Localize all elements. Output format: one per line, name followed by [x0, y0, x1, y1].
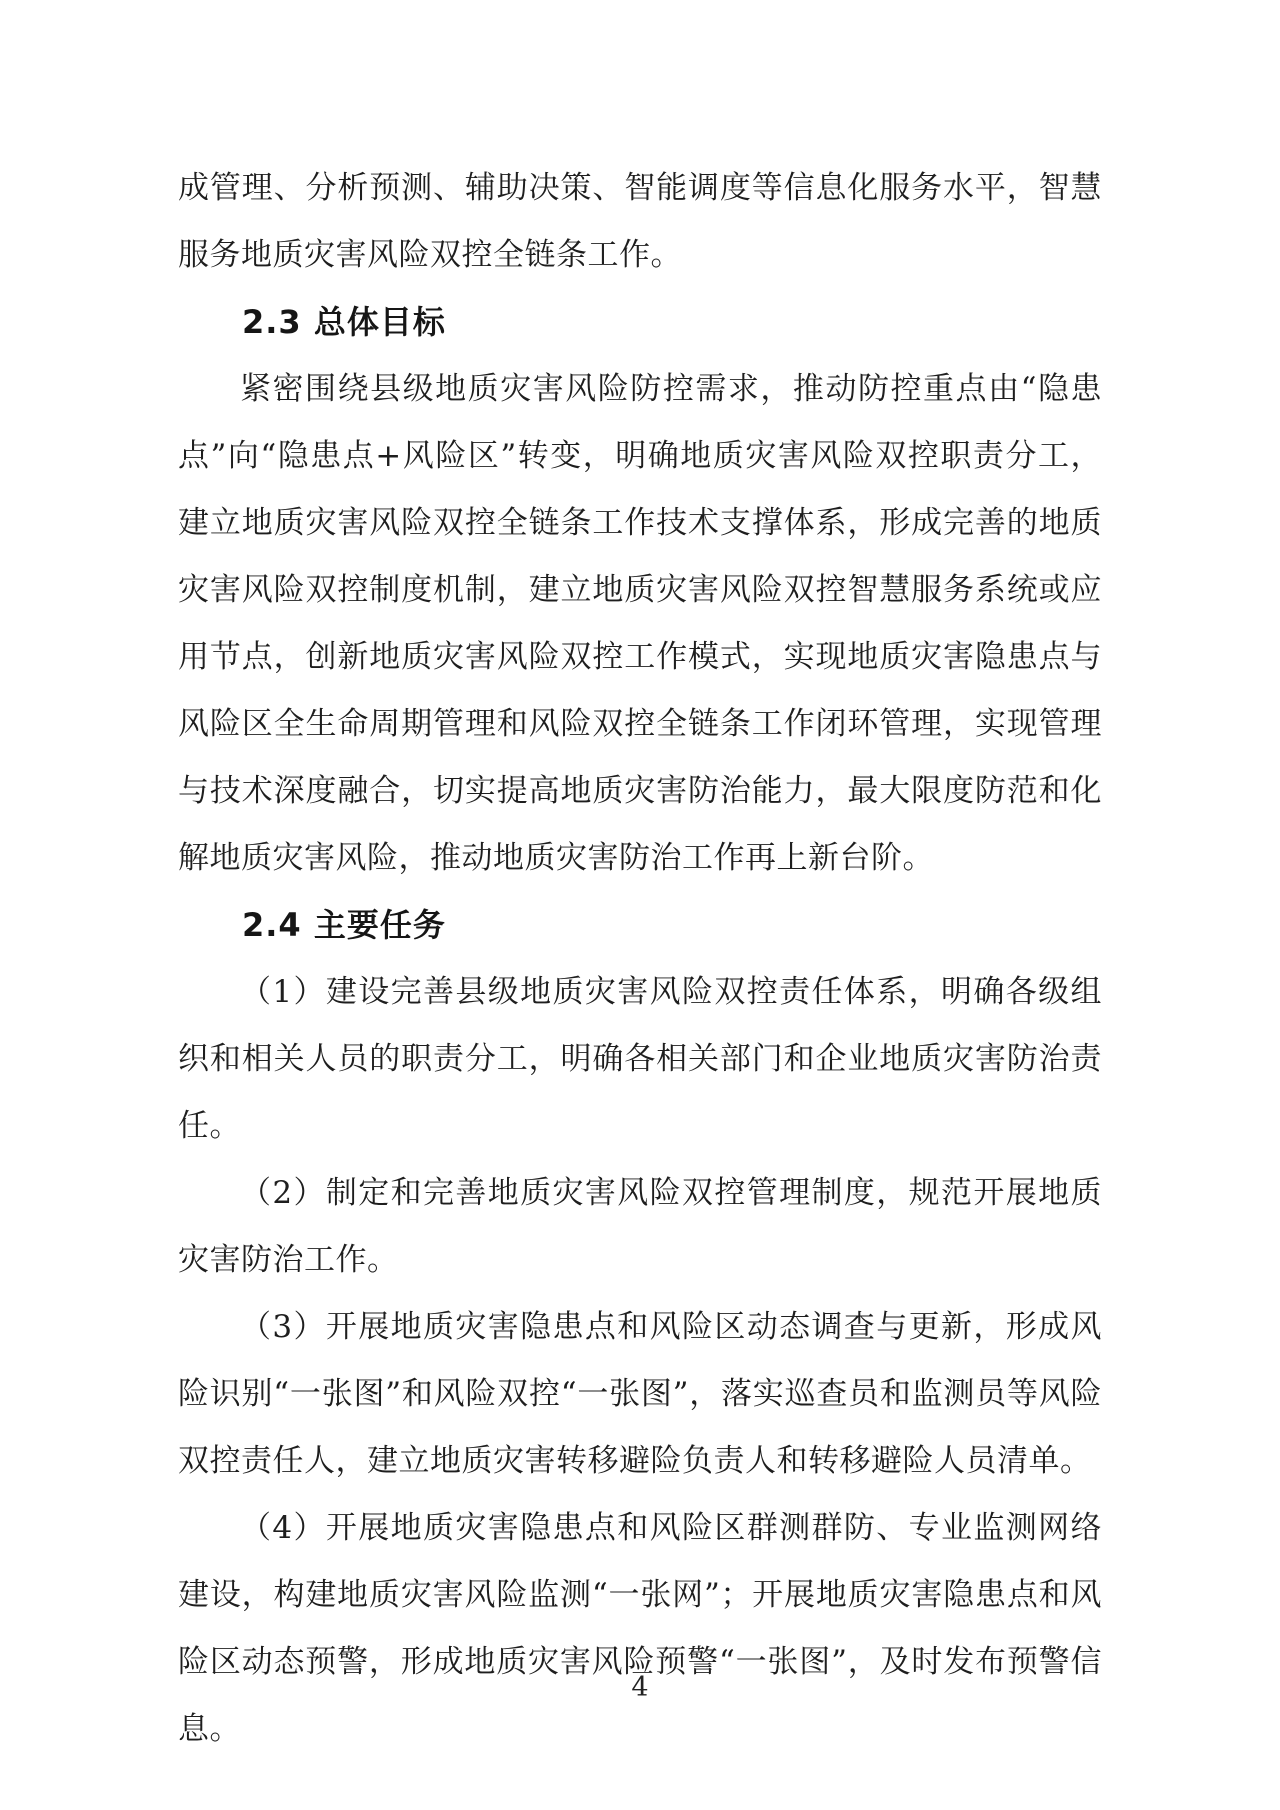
task-item-1: （1）建设完善县级地质灾害风险双控责任体系，明确各级组织和相关人员的职责分工，明确各相关部门和企业地质灾害防治责任。 — [178, 974, 1102, 1144]
task-item-3: （3）开展地质灾害隐患点和风险区动态调查与更新，形成风险识别“一张图”和风险双控“一张图”，落实巡查员和监测员等风险双控责任人，建立地质灾害转移避险负责人和转移避险人员清单。 — [178, 1309, 1102, 1479]
task-item-4: （4）开展地质灾害隐患点和风险区群测群防、专业监测网络建设，构建地质灾害风险监测“一张网”；开展地质灾害隐患点和风险区动态预警，形成地质灾害风险预警“一张图”，及时发布预警信息。 — [178, 1510, 1102, 1747]
page-number: 4 — [631, 1672, 649, 1703]
task-item-2: （2）制定和完善地质灾害风险双控管理制度，规范开展地质灾害防治工作。 — [178, 1175, 1102, 1278]
section-heading-2-3: 2.3 总体目标 — [242, 303, 446, 341]
paragraph-continuation: 成管理、分析预测、辅助决策、智能调度等信息化服务水平，智慧服务地质灾害风险双控全链条工作。 — [178, 170, 1102, 273]
section-heading-2-4: 2.4 主要任务 — [242, 906, 446, 944]
section-paragraph-2-3: 紧密围绕县级地质灾害风险防控需求，推动防控重点由“隐患点”向“隐患点+风险区”转变，明确地质灾害风险双控职责分工，建立地质灾害风险双控全链条工作技术支撑体系，形成完善的地质灾害风险双控制度机制，建立地质灾害风险双控智慧服务系统或应用节点，创新地质灾害风险双控工作模式，实现地质灾害隐患点与风险区全生命周期管理和风险双控全链条工作闭环管理，实现管理与技术深度融合，切实提高地质灾害防治能力，最大限度防范和化解地质灾害风险，推动地质灾害防治工作再上新台阶。 — [178, 371, 1102, 876]
document-body — [178, 155, 1102, 1763]
